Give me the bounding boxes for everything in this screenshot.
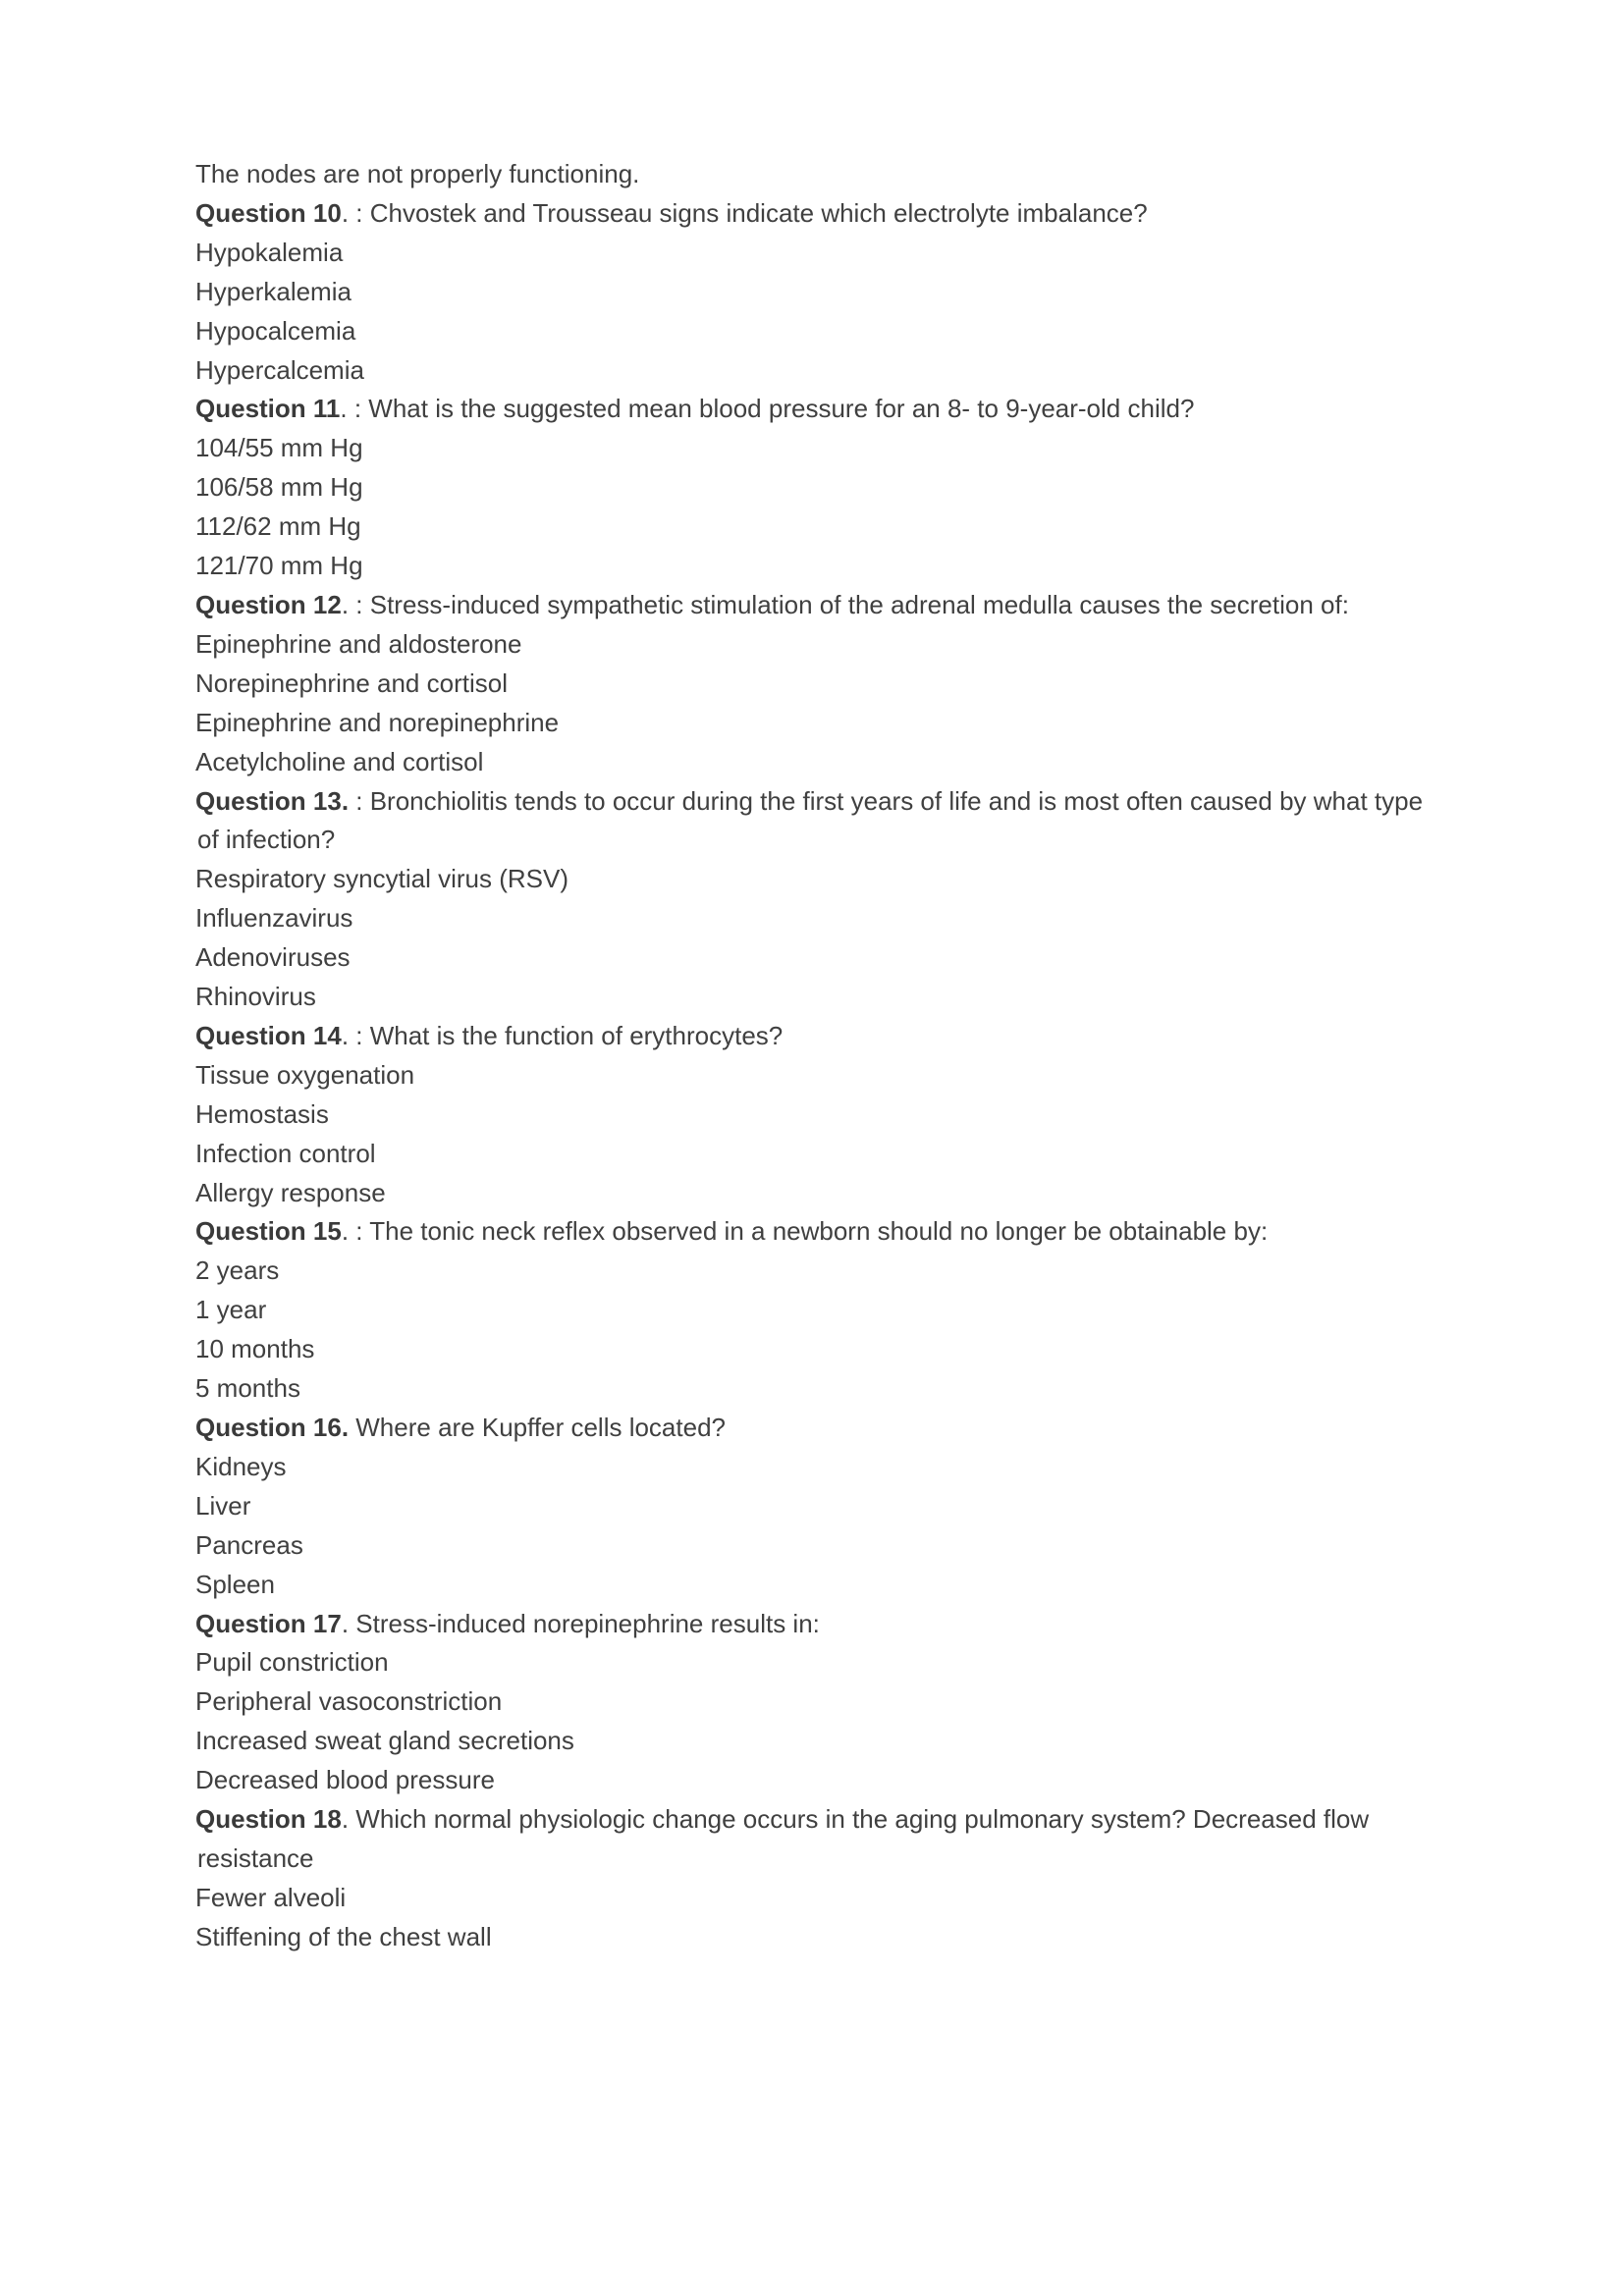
question-10 [195,194,1491,234]
question-label: Question 17 [195,1608,342,1638]
answer-option: Stiffening of the chest wall [195,1921,492,1951]
answer-option: Epinephrine and norepinephrine [195,707,560,737]
question-text: . Stress-induced norepinephrine results in: [341,1608,820,1638]
answer-option: Acetylcholine and cortisol [195,746,484,776]
answer-option: 5 months [195,1373,300,1404]
question-text: . : The tonic neck reflex observed in a newborn should no longer be obtainable by: [341,1216,1269,1247]
answer-option: Pancreas [195,1529,303,1560]
answer-option: Adenoviruses [195,942,351,973]
answer-option: Respiratory syncytial virus (RSV) [195,864,568,894]
question-text: . : Chvostek and Trousseau signs indicate which electrolyte imbalance? [341,197,1148,228]
answer-option: Peripheral vasoconstriction [195,1686,503,1717]
question-label: Question 18 [195,1804,342,1835]
answer-option: 10 months [195,1334,315,1364]
question-18 [195,1800,1491,1840]
answer-option: 106/58 mm Hg [195,472,363,503]
answer-option: Liver [195,1490,251,1521]
answer-option: Hypercalcemia [195,354,364,385]
question-12 [195,586,1491,625]
question-14 [195,1017,1491,1056]
answer-option: Hemostasis [195,1098,329,1129]
answer-option: Hypokalemia [195,237,344,267]
question-label: Question 10 [195,197,342,228]
question-label: Question 12 [195,589,342,619]
question-label: Question 13. [195,785,350,816]
document-body [195,155,1491,1957]
question-text: . Which normal physiologic change occurs in the aging pulmonary system? Decreased flow [341,1804,1370,1835]
answer-option: Rhinovirus [195,982,316,1012]
answer-option: Decreased blood pressure [195,1765,495,1795]
answer-option: Norepinephrine and cortisol [195,667,508,698]
answer-option: 2 years [195,1255,280,1286]
answer-option: Kidneys [195,1451,287,1481]
question-text-continued: of infection? [197,825,336,855]
answer-option: Increased sweat gland secretions [195,1726,574,1756]
question-text: Where are Kupffer cells located? [349,1413,726,1442]
question-label: Question 15 [195,1216,342,1247]
answer-option: Infection control [195,1138,376,1168]
answer-option: Influenzavirus [195,903,353,934]
question-label: Question 14 [195,1020,342,1050]
question-15 [195,1212,1491,1252]
answer-option: Spleen [195,1569,275,1599]
question-text: : Bronchiolitis tends to occur during the first years of life and is most often caused by what type [349,785,1424,816]
intro-line: The nodes are not properly functioning. [195,159,640,188]
question-17 [195,1605,1491,1644]
question-16 [195,1409,1491,1448]
answer-option: Pupil constriction [195,1647,389,1678]
answer-option: 1 year [195,1295,267,1325]
answer-option: Fewer alveoli [195,1882,347,1912]
answer-option: Hypocalcemia [195,315,356,346]
question-13 [195,782,1491,822]
answer-option: Tissue oxygenation [195,1059,415,1090]
question-label: Question 16. [195,1413,350,1442]
question-text: . : What is the suggested mean blood pressure for an 8- to 9-year-old child? [340,394,1195,424]
question-11 [195,390,1491,429]
answer-option: 112/62 mm Hg [195,511,361,542]
answer-option: 104/55 mm Hg [195,433,363,463]
question-text-continued: resistance [197,1842,314,1873]
question-label: Question 11 [195,394,341,424]
answer-option: 121/70 mm Hg [195,551,363,581]
question-text: . : What is the function of erythrocytes? [341,1020,784,1050]
answer-option: Allergy response [195,1177,386,1207]
answer-option: Hyperkalemia [195,276,352,306]
question-text: . : Stress-induced sympathetic stimulation of the adrenal medulla causes the secretion of: [341,589,1349,619]
answer-option: Epinephrine and aldosterone [195,628,522,659]
